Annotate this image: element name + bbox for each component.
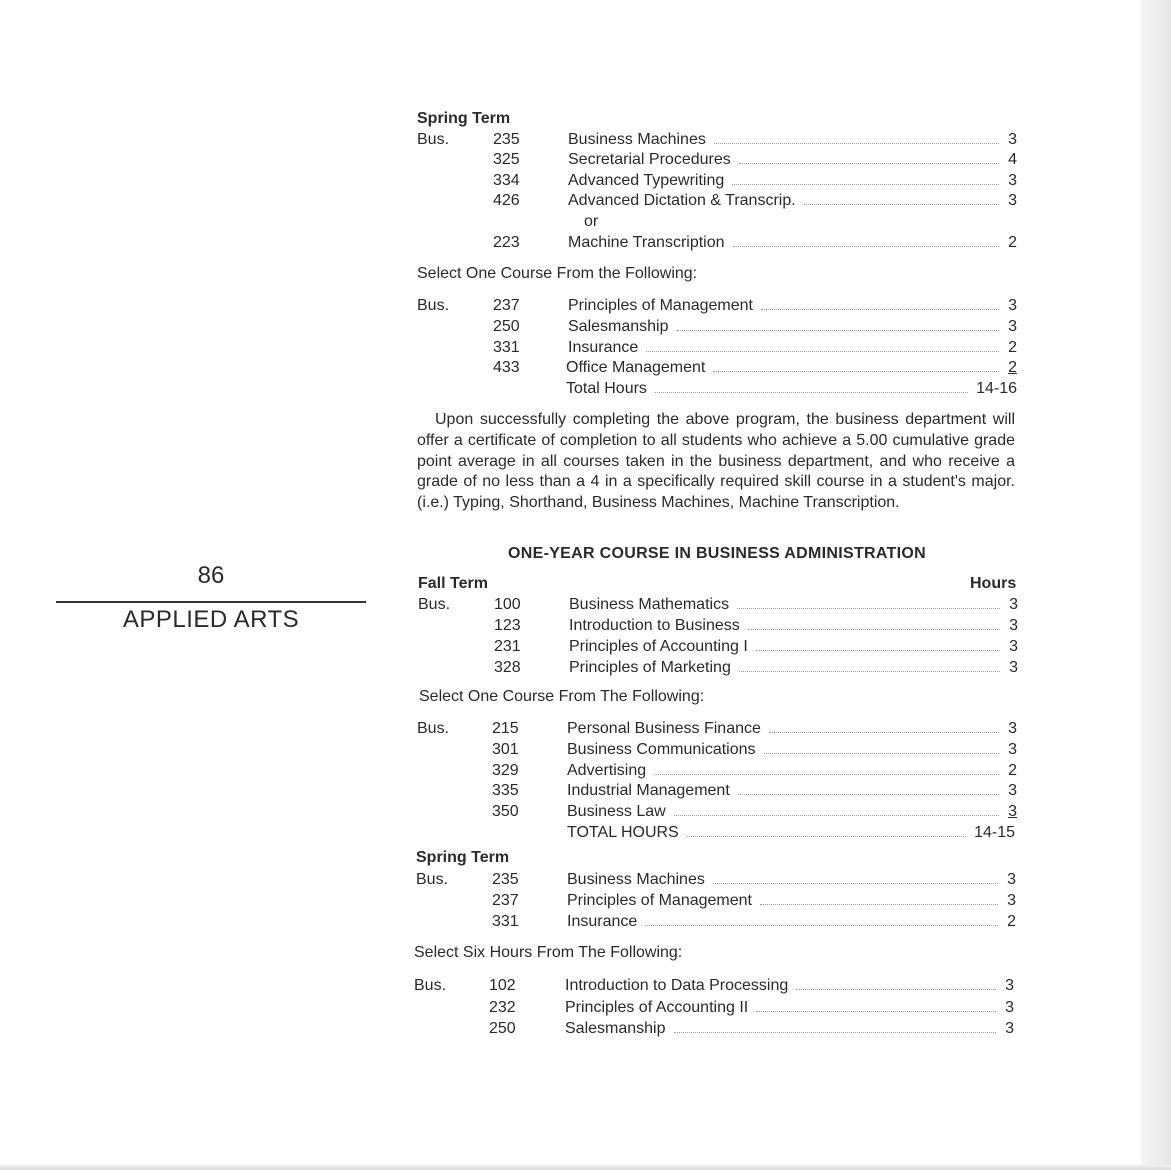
course-title: Advanced Dictation & Transcrip. bbox=[568, 192, 796, 209]
dot-leader bbox=[713, 357, 999, 372]
course-prefix: Bus. bbox=[418, 596, 451, 613]
course-row bbox=[417, 337, 1017, 358]
course-title-line bbox=[565, 997, 1014, 1018]
course-title-line bbox=[565, 975, 1014, 996]
course-title-line bbox=[568, 316, 1017, 337]
course-hours: 3 bbox=[1008, 297, 1017, 314]
course-title-line bbox=[567, 760, 1017, 781]
course-hours: 4 bbox=[1008, 151, 1017, 168]
course-title-line bbox=[567, 869, 1016, 890]
course-prefix: Bus. bbox=[416, 871, 449, 888]
course-title: Advanced Typewriting bbox=[568, 172, 725, 189]
course-hours: 3 bbox=[1008, 720, 1017, 737]
course-hours: 14-16 bbox=[976, 380, 1017, 397]
hours-column-heading: Hours bbox=[970, 575, 1017, 592]
course-prefix: Bus. bbox=[414, 977, 447, 994]
course-row bbox=[418, 657, 1018, 678]
course-row bbox=[417, 149, 1017, 170]
spring-term-heading-2: Spring Term bbox=[416, 849, 510, 866]
course-title-line bbox=[567, 739, 1017, 760]
page-number: 86 bbox=[197, 562, 225, 589]
course-row bbox=[417, 718, 1017, 739]
course-hours: 2 bbox=[1007, 913, 1016, 930]
spring-term-heading: Spring Term bbox=[417, 110, 511, 127]
course-title: Salesmanship bbox=[565, 1020, 666, 1037]
course-number: 350 bbox=[492, 803, 519, 820]
course-title-line bbox=[568, 149, 1017, 170]
course-hours: 3 bbox=[1008, 318, 1017, 335]
course-row bbox=[417, 170, 1017, 191]
course-title-line bbox=[569, 594, 1018, 615]
certificate-paragraph bbox=[417, 410, 1015, 514]
course-title-line bbox=[568, 170, 1017, 191]
course-title: Advertising bbox=[567, 762, 647, 779]
course-hours: 3 bbox=[1009, 617, 1018, 634]
course-row bbox=[418, 594, 1018, 615]
course-row bbox=[417, 357, 1017, 378]
dot-leader bbox=[756, 636, 1000, 651]
course-title-line bbox=[569, 615, 1018, 636]
course-row bbox=[417, 232, 1017, 253]
course-hours: 2 bbox=[1008, 339, 1017, 356]
course-title: Office Management bbox=[566, 359, 706, 376]
page-right-edge bbox=[1141, 0, 1171, 1170]
course-number: 331 bbox=[493, 339, 520, 356]
course-hours: 3 bbox=[1008, 741, 1017, 758]
course-row bbox=[416, 869, 1016, 890]
dot-leader bbox=[737, 594, 1000, 609]
course-title: Principles of Marketing bbox=[569, 659, 731, 676]
course-row bbox=[418, 615, 1018, 636]
course-hours: 14-15 bbox=[974, 824, 1015, 841]
section-name: APPLIED ARTS bbox=[122, 606, 300, 633]
course-hours: 3 bbox=[1008, 172, 1017, 189]
course-title: Machine Transcription bbox=[568, 234, 725, 251]
course-title: Total Hours bbox=[566, 380, 647, 397]
course-title-line bbox=[567, 801, 1017, 822]
dot-leader bbox=[687, 822, 966, 837]
course-number: 335 bbox=[492, 782, 519, 799]
course-hours: 3 bbox=[1008, 192, 1017, 209]
course-row bbox=[414, 975, 1014, 996]
course-title-line bbox=[566, 378, 1017, 399]
course-number: 426 bbox=[493, 192, 520, 209]
dot-leader bbox=[739, 657, 1000, 672]
course-title: Business Law bbox=[567, 803, 666, 820]
dot-leader bbox=[733, 232, 999, 247]
dot-leader bbox=[748, 615, 1000, 630]
course-row bbox=[417, 822, 1015, 843]
dot-leader bbox=[732, 170, 999, 185]
course-hours: 3 bbox=[1007, 871, 1016, 888]
dot-leader bbox=[654, 760, 999, 775]
dot-leader bbox=[761, 295, 999, 310]
spring-select-text: Select Six Hours From The Following: bbox=[414, 944, 683, 961]
side-divider bbox=[56, 601, 366, 603]
dot-leader bbox=[674, 1018, 997, 1033]
course-number: 235 bbox=[492, 871, 519, 888]
course-title: Business Mathematics bbox=[569, 596, 730, 613]
course-number: 250 bbox=[493, 318, 520, 335]
course-row bbox=[417, 295, 1017, 316]
course-hours: 3 bbox=[1005, 1020, 1014, 1037]
course-title-line bbox=[568, 232, 1017, 253]
course-title: Business Machines bbox=[568, 131, 706, 148]
dot-leader bbox=[769, 718, 999, 733]
course-hours: 2 bbox=[1008, 359, 1017, 376]
course-title-line bbox=[567, 911, 1016, 932]
one-year-heading: ONE-YEAR COURSE IN BUSINESS ADMINISTRATION bbox=[508, 545, 926, 562]
course-hours: 3 bbox=[1008, 803, 1017, 820]
course-title: Business Machines bbox=[567, 871, 705, 888]
course-number: 237 bbox=[493, 297, 520, 314]
course-hours: 3 bbox=[1009, 659, 1018, 676]
certificate-paragraph-text: Upon successfully completing the above program, the business department will offer a certificate of completion to all students who achieve a 5.00 cumulative grade point average in all courses taken in the business department, and who receive a grade of no less than a 4 in a specifically required skill course in a student's major. (i.e.) Typing, Shorthand, Business Machines, Machine Transcription. bbox=[417, 411, 1015, 512]
course-title: Principles of Accounting I bbox=[569, 638, 748, 655]
course-row bbox=[414, 997, 1014, 1018]
course-title-line bbox=[566, 357, 1017, 378]
course-prefix: Bus. bbox=[417, 131, 450, 148]
dot-leader bbox=[738, 780, 999, 795]
course-number: 250 bbox=[489, 1020, 516, 1037]
course-title-line bbox=[569, 636, 1018, 657]
course-number: 325 bbox=[493, 151, 520, 168]
dot-leader bbox=[764, 739, 999, 754]
course-title-line bbox=[568, 190, 1017, 211]
course-number: 328 bbox=[494, 659, 521, 676]
course-row bbox=[417, 739, 1017, 760]
dot-leader bbox=[714, 129, 999, 144]
course-title: Business Communications bbox=[567, 741, 756, 758]
course-number: 235 bbox=[493, 131, 520, 148]
course-title: Principles of Management bbox=[568, 297, 753, 314]
dot-leader bbox=[645, 911, 998, 926]
course-row bbox=[417, 801, 1017, 822]
course-title-line bbox=[569, 657, 1018, 678]
course-title: TOTAL HOURS bbox=[567, 824, 679, 841]
course-title: Introduction to Business bbox=[569, 617, 740, 634]
course-row bbox=[417, 316, 1017, 337]
course-number: 232 bbox=[489, 999, 516, 1016]
course-hours: 3 bbox=[1007, 892, 1016, 909]
course-number: 215 bbox=[492, 720, 519, 737]
dot-leader bbox=[796, 975, 996, 990]
course-number: 237 bbox=[492, 892, 519, 909]
course-title: Secretarial Procedures bbox=[568, 151, 731, 168]
course-hours: 3 bbox=[1008, 131, 1017, 148]
course-title-line bbox=[568, 295, 1017, 316]
course-hours: 3 bbox=[1005, 999, 1014, 1016]
course-title: Principles of Management bbox=[567, 892, 752, 909]
page-bottom-edge bbox=[0, 1165, 1171, 1170]
course-title: Insurance bbox=[567, 913, 638, 930]
or-label: or bbox=[584, 213, 599, 230]
course-row bbox=[417, 378, 1017, 399]
dot-leader bbox=[804, 190, 999, 205]
course-number: 231 bbox=[494, 638, 521, 655]
course-row bbox=[417, 780, 1017, 801]
fall-select-text: Select One Course From The Following: bbox=[419, 688, 705, 705]
course-number: 223 bbox=[493, 234, 520, 251]
course-title-line bbox=[565, 1018, 1014, 1039]
course-title: Personal Business Finance bbox=[567, 720, 761, 737]
course-title: Industrial Management bbox=[567, 782, 730, 799]
course-number: 301 bbox=[492, 741, 519, 758]
course-title-line bbox=[567, 890, 1016, 911]
course-title-line bbox=[567, 718, 1017, 739]
course-hours: 3 bbox=[1009, 638, 1018, 655]
course-row bbox=[416, 911, 1016, 932]
course-row bbox=[416, 890, 1016, 911]
course-number: 433 bbox=[493, 359, 520, 376]
dot-leader bbox=[674, 801, 999, 816]
course-row bbox=[414, 1018, 1014, 1039]
course-hours: 3 bbox=[1005, 977, 1014, 994]
course-prefix: Bus. bbox=[417, 720, 450, 737]
course-row bbox=[417, 760, 1017, 781]
dot-leader bbox=[756, 997, 996, 1012]
course-title-line bbox=[568, 129, 1017, 150]
course-title: Salesmanship bbox=[568, 318, 669, 335]
course-number: 331 bbox=[492, 913, 519, 930]
course-title: Insurance bbox=[568, 339, 639, 356]
course-row bbox=[417, 129, 1017, 150]
fall-term-heading: Fall Term bbox=[418, 575, 488, 592]
dot-leader bbox=[739, 149, 999, 164]
course-hours: 3 bbox=[1008, 782, 1017, 799]
dot-leader bbox=[646, 337, 999, 352]
dot-leader bbox=[760, 890, 998, 905]
course-number: 102 bbox=[489, 977, 516, 994]
course-prefix: Bus. bbox=[417, 297, 450, 314]
course-hours: 2 bbox=[1008, 234, 1017, 251]
course-row bbox=[417, 190, 1017, 211]
course-hours: 2 bbox=[1008, 762, 1017, 779]
course-number: 123 bbox=[494, 617, 521, 634]
course-title-line bbox=[567, 780, 1017, 801]
course-number: 334 bbox=[493, 172, 520, 189]
course-row bbox=[418, 636, 1018, 657]
dot-leader bbox=[713, 869, 998, 884]
course-title: Introduction to Data Processing bbox=[565, 977, 789, 994]
block1-select-text: Select One Course From the Following: bbox=[417, 265, 698, 282]
course-title-line bbox=[567, 822, 1015, 843]
course-title-line bbox=[568, 337, 1017, 358]
course-number: 100 bbox=[494, 596, 521, 613]
dot-leader bbox=[655, 378, 968, 393]
course-number: 329 bbox=[492, 762, 519, 779]
course-title: Principles of Accounting II bbox=[565, 999, 749, 1016]
dot-leader bbox=[677, 316, 1000, 331]
course-hours: 3 bbox=[1009, 596, 1018, 613]
